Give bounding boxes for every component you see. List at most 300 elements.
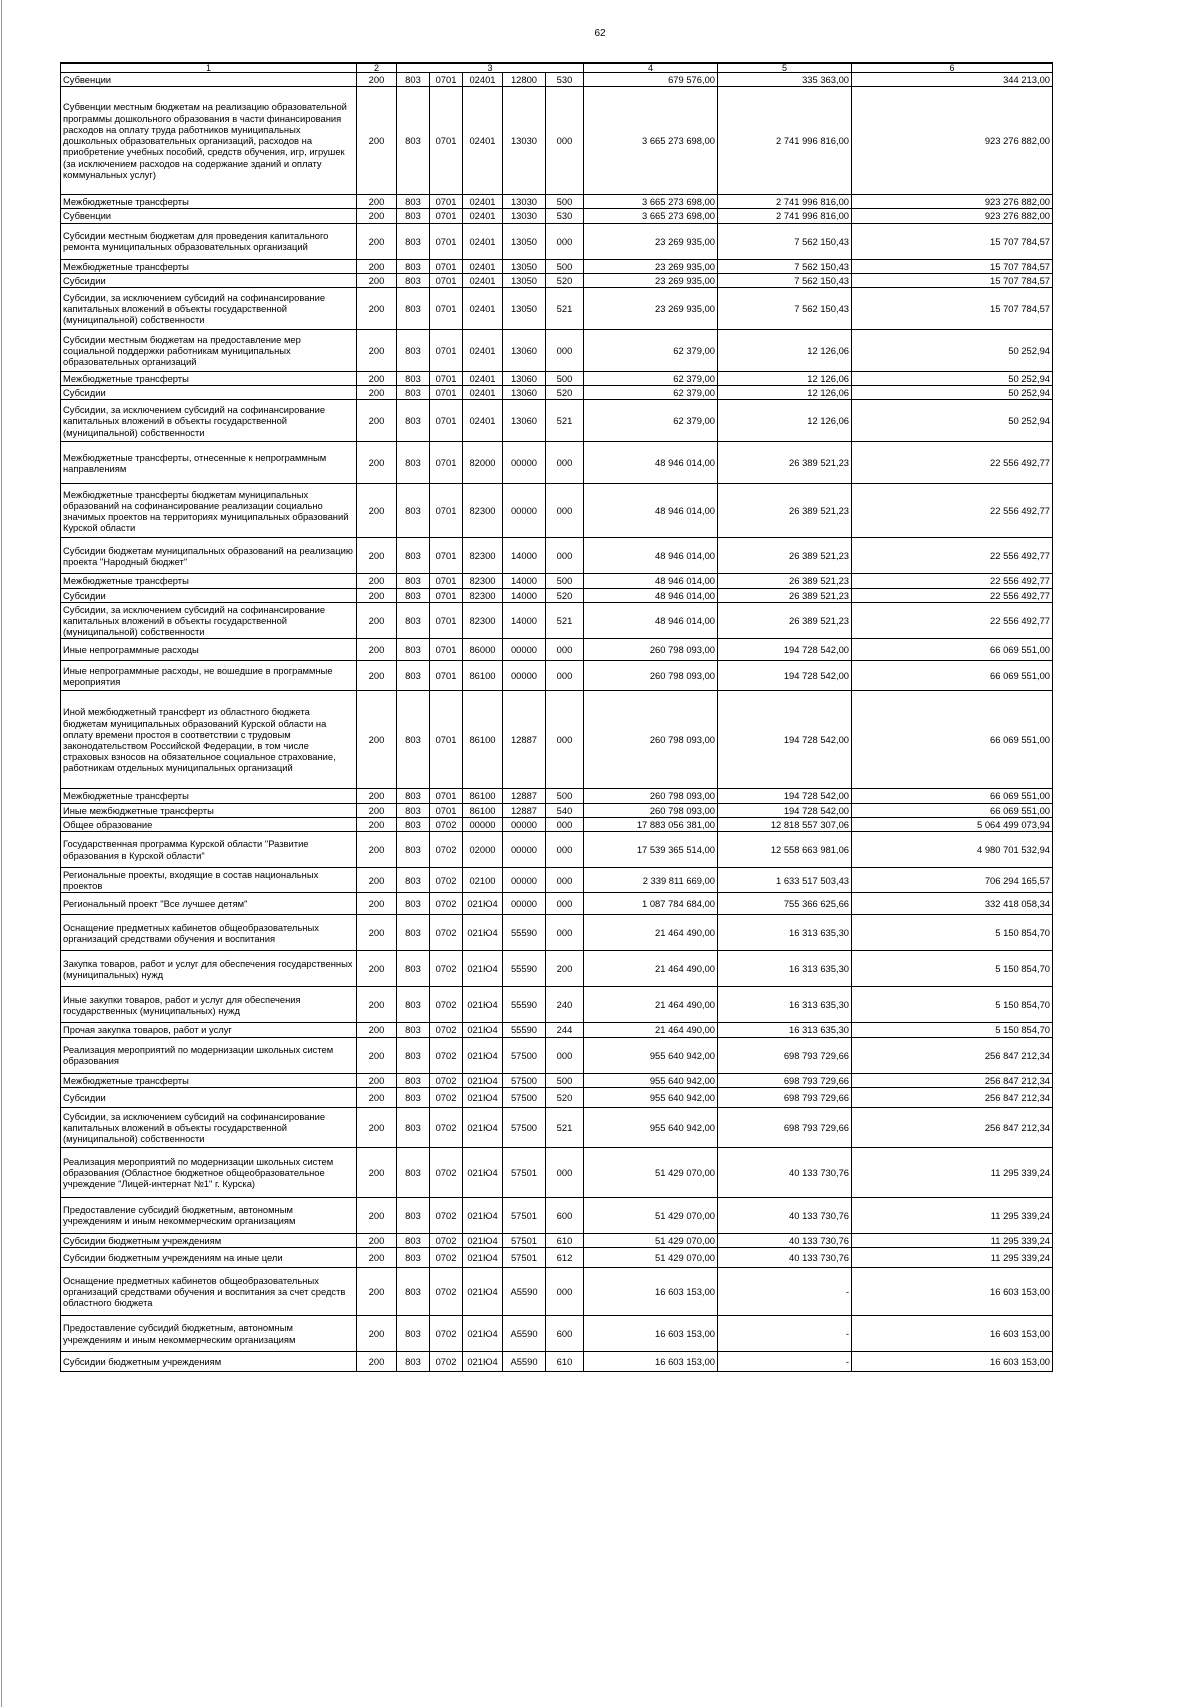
code-admin: 200 (357, 639, 397, 661)
amount-col6: 15 707 784,57 (852, 288, 1053, 330)
code-direction: 00000 (503, 893, 546, 915)
amount-col5: 12 558 663 981,06 (718, 832, 852, 868)
row-name: Иные непрограммные расходы, не вошедшие в программные мероприятия (61, 661, 357, 691)
code-direction: 00000 (503, 442, 546, 484)
table-row (61, 1087, 1053, 1107)
amount-col6: 15 707 784,57 (852, 273, 1053, 287)
code-program: 82300 (463, 588, 503, 602)
code-admin: 200 (357, 574, 397, 588)
row-name: Субсидии местным бюджетам на предоставление мер социальной поддержки работникам муниципальных образовательных организаций (61, 330, 357, 372)
amount-col5: 26 389 521,23 (718, 484, 852, 538)
table-row (61, 538, 1053, 574)
amount-col4: 260 798 093,00 (584, 789, 718, 803)
code-admin: 200 (357, 893, 397, 915)
code-admin: 200 (357, 386, 397, 400)
row-name: Межбюджетные трансферты, отнесенные к непрограммным направлениям (61, 442, 357, 484)
code-program: 82300 (463, 538, 503, 574)
code-program: 02000 (463, 832, 503, 868)
amount-col5: 194 728 542,00 (718, 803, 852, 817)
amount-col4: 955 640 942,00 (584, 1073, 718, 1087)
amount-col6: 923 276 882,00 (852, 195, 1053, 209)
code-admin: 200 (357, 442, 397, 484)
code-direction: А5590 (503, 1316, 546, 1352)
code-admin: 200 (357, 259, 397, 273)
code-subsection: 0702 (430, 868, 463, 893)
code-expense-type: 610 (546, 1352, 584, 1372)
table-row (61, 223, 1053, 259)
code-subsection: 0701 (430, 273, 463, 287)
code-expense-type: 200 (546, 951, 584, 987)
amount-col6: 16 603 153,00 (852, 1316, 1053, 1352)
amount-col5: 12 126,06 (718, 372, 852, 386)
code-admin: 200 (357, 832, 397, 868)
amount-col4: 48 946 014,00 (584, 484, 718, 538)
amount-col5: 40 133 730,76 (718, 1248, 852, 1268)
amount-col4: 51 429 070,00 (584, 1147, 718, 1197)
code-program: 021Ю4 (463, 1248, 503, 1268)
amount-col5: 698 793 729,66 (718, 1107, 852, 1147)
code-expense-type: 521 (546, 602, 584, 639)
code-subsection: 0701 (430, 288, 463, 330)
code-program: 021Ю4 (463, 1037, 503, 1073)
amount-col5: 12 126,06 (718, 386, 852, 400)
amount-col4: 48 946 014,00 (584, 538, 718, 574)
code-subsection: 0702 (430, 1316, 463, 1352)
row-name: Региональные проекты, входящие в состав национальных проектов (61, 868, 357, 893)
code-subsection: 0702 (430, 951, 463, 987)
code-program: 82300 (463, 574, 503, 588)
code-direction: 55590 (503, 1023, 546, 1037)
code-subsection: 0702 (430, 1197, 463, 1233)
code-program: 02401 (463, 372, 503, 386)
amount-col4: 16 603 153,00 (584, 1352, 718, 1372)
row-name: Иные непрограммные расходы (61, 639, 357, 661)
code-expense-type: 000 (546, 538, 584, 574)
code-program: 021Ю4 (463, 1087, 503, 1107)
code-direction: 12800 (503, 73, 546, 87)
code-expense-type: 521 (546, 400, 584, 442)
code-admin: 200 (357, 195, 397, 209)
code-section: 803 (397, 1107, 430, 1147)
row-name: Межбюджетные трансферты (61, 574, 357, 588)
code-admin: 200 (357, 915, 397, 951)
table-row (61, 400, 1053, 442)
code-expense-type: 000 (546, 223, 584, 259)
code-program: 021Ю4 (463, 987, 503, 1023)
amount-col6: 50 252,94 (852, 400, 1053, 442)
amount-col5: 7 562 150,43 (718, 273, 852, 287)
code-subsection: 0702 (430, 915, 463, 951)
table-row (61, 832, 1053, 868)
code-admin: 200 (357, 538, 397, 574)
code-section: 803 (397, 1268, 430, 1316)
amount-col5: 755 366 625,66 (718, 893, 852, 915)
table-row (61, 273, 1053, 287)
code-direction: 55590 (503, 951, 546, 987)
amount-col4: 955 640 942,00 (584, 1107, 718, 1147)
code-expense-type: 000 (546, 915, 584, 951)
code-section: 803 (397, 209, 430, 223)
table-row (61, 195, 1053, 209)
code-program: 86100 (463, 661, 503, 691)
code-admin: 200 (357, 987, 397, 1023)
row-name: Предоставление субсидий бюджетным, автономным учреждениям и иным некоммерческим организациям (61, 1316, 357, 1352)
code-subsection: 0701 (430, 538, 463, 574)
code-program: 02401 (463, 330, 503, 372)
amount-col4: 3 665 273 698,00 (584, 195, 718, 209)
code-subsection: 0702 (430, 1087, 463, 1107)
amount-col4: 62 379,00 (584, 372, 718, 386)
amount-col5: 16 313 635,30 (718, 915, 852, 951)
row-name: Субсидии (61, 588, 357, 602)
amount-col4: 21 464 490,00 (584, 915, 718, 951)
code-subsection: 0702 (430, 1268, 463, 1316)
row-name: Субсидии бюджетам муниципальных образований на реализацию проекта "Народный бюджет" (61, 538, 357, 574)
table-row (61, 1197, 1053, 1233)
amount-col6: 22 556 492,77 (852, 588, 1053, 602)
code-section: 803 (397, 868, 430, 893)
code-direction: 13060 (503, 330, 546, 372)
row-name: Субвенции местным бюджетам на реализацию образовательной программы дошкольного образования в части финансирования расходов на оплату труда работников муниципальных дошкольных образовательных организаций, расходов на приобретение учебных пособий, средств обучения, игр, игрушек (за исключением расходов на содержание зданий и оплату коммунальных услуг) (61, 87, 357, 195)
code-expense-type: 000 (546, 817, 584, 831)
code-direction: 14000 (503, 538, 546, 574)
code-section: 803 (397, 1073, 430, 1087)
row-name: Государственная программа Курской области "Развитие образования в Курской области" (61, 832, 357, 868)
code-section: 803 (397, 951, 430, 987)
amount-col5: 7 562 150,43 (718, 223, 852, 259)
code-admin: 200 (357, 803, 397, 817)
amount-col5: - (718, 1352, 852, 1372)
code-direction: 13030 (503, 209, 546, 223)
amount-col4: 21 464 490,00 (584, 987, 718, 1023)
amount-col5: 40 133 730,76 (718, 1197, 852, 1233)
table-row (61, 588, 1053, 602)
row-name: Иной межбюджетный трансферт из областного бюджета бюджетам муниципальных образований Курской области на оплату времени простоя в соответствии с трудовым законодательством Российской Федерации, в том числе страховых взносов на обязательное социальное страхование, работникам отдельных муниципальных организаций (61, 691, 357, 789)
amount-col6: 66 069 551,00 (852, 691, 1053, 789)
code-expense-type: 000 (546, 484, 584, 538)
row-name: Межбюджетные трансферты (61, 372, 357, 386)
amount-col6: 22 556 492,77 (852, 442, 1053, 484)
code-expense-type: 500 (546, 372, 584, 386)
code-admin: 200 (357, 661, 397, 691)
row-name: Иные межбюджетные трансферты (61, 803, 357, 817)
row-name: Субсидии местным бюджетам для проведения капитального ремонта муниципальных образовательных организаций (61, 223, 357, 259)
code-direction: 00000 (503, 639, 546, 661)
amount-col4: 62 379,00 (584, 400, 718, 442)
table-row (61, 259, 1053, 273)
amount-col4: 21 464 490,00 (584, 1023, 718, 1037)
row-name: Субсидии бюджетным учреждениям на иные цели (61, 1248, 357, 1268)
amount-col4: 1 087 784 684,00 (584, 893, 718, 915)
amount-col5: 698 793 729,66 (718, 1073, 852, 1087)
amount-col4: 17 883 056 381,00 (584, 817, 718, 831)
code-subsection: 0701 (430, 574, 463, 588)
code-section: 803 (397, 832, 430, 868)
code-direction: 13050 (503, 273, 546, 287)
code-program: 02100 (463, 868, 503, 893)
column-header-1: 1 (61, 63, 357, 73)
code-direction: 00000 (503, 832, 546, 868)
code-subsection: 0701 (430, 691, 463, 789)
row-name: Субсидии (61, 1087, 357, 1107)
table-row (61, 1147, 1053, 1197)
code-subsection: 0701 (430, 602, 463, 639)
amount-col6: 344 213,00 (852, 73, 1053, 87)
amount-col4: 260 798 093,00 (584, 661, 718, 691)
code-subsection: 0701 (430, 195, 463, 209)
row-name: Межбюджетные трансферты (61, 1073, 357, 1087)
code-section: 803 (397, 195, 430, 209)
code-subsection: 0701 (430, 442, 463, 484)
row-name: Межбюджетные трансферты (61, 259, 357, 273)
code-subsection: 0702 (430, 1352, 463, 1372)
amount-col5: 698 793 729,66 (718, 1087, 852, 1107)
code-section: 803 (397, 1037, 430, 1073)
amount-col5: 335 363,00 (718, 73, 852, 87)
code-admin: 200 (357, 868, 397, 893)
amount-col6: 66 069 551,00 (852, 661, 1053, 691)
code-subsection: 0701 (430, 372, 463, 386)
amount-col4: 23 269 935,00 (584, 273, 718, 287)
code-section: 803 (397, 691, 430, 789)
amount-col6: 66 069 551,00 (852, 639, 1053, 661)
amount-col4: 260 798 093,00 (584, 803, 718, 817)
code-expense-type: 521 (546, 1107, 584, 1147)
code-subsection: 0701 (430, 330, 463, 372)
code-direction: 13050 (503, 223, 546, 259)
code-subsection: 0701 (430, 661, 463, 691)
code-program: 021Ю4 (463, 1352, 503, 1372)
table-row (61, 661, 1053, 691)
amount-col4: 48 946 014,00 (584, 442, 718, 484)
table-row (61, 868, 1053, 893)
amount-col4: 23 269 935,00 (584, 259, 718, 273)
table-row (61, 1268, 1053, 1316)
amount-col6: 923 276 882,00 (852, 87, 1053, 195)
row-name: Общее образование (61, 817, 357, 831)
code-section: 803 (397, 1352, 430, 1372)
table-row (61, 87, 1053, 195)
row-name: Субсидии, за исключением субсидий на софинансирование капитальных вложений в объекты государственной (муниципальной) собственности (61, 602, 357, 639)
code-subsection: 0702 (430, 832, 463, 868)
amount-col6: 22 556 492,77 (852, 602, 1053, 639)
amount-col4: 955 640 942,00 (584, 1037, 718, 1073)
code-subsection: 0701 (430, 87, 463, 195)
code-subsection: 0701 (430, 73, 463, 87)
amount-col6: 706 294 165,57 (852, 868, 1053, 893)
code-section: 803 (397, 1147, 430, 1197)
amount-col4: 3 665 273 698,00 (584, 209, 718, 223)
code-admin: 200 (357, 951, 397, 987)
row-name: Оснащение предметных кабинетов общеобразовательных организаций средствами обучения и воспитания (61, 915, 357, 951)
column-header-4: 4 (584, 63, 718, 73)
code-program: 021Ю4 (463, 1073, 503, 1087)
code-program: 021Ю4 (463, 1316, 503, 1352)
table-row (61, 1248, 1053, 1268)
code-expense-type: 000 (546, 868, 584, 893)
row-name: Межбюджетные трансферты бюджетам муниципальных образований на софинансирование реализации социально значимых проектов на территориях муниципальных образований Курской области (61, 484, 357, 538)
code-admin: 200 (357, 1023, 397, 1037)
code-direction: 57500 (503, 1073, 546, 1087)
code-expense-type: 500 (546, 259, 584, 273)
code-direction: 13030 (503, 87, 546, 195)
amount-col6: 66 069 551,00 (852, 803, 1053, 817)
row-name: Межбюджетные трансферты (61, 789, 357, 803)
row-name: Субсидии, за исключением субсидий на софинансирование капитальных вложений в объекты государственной (муниципальной) собственности (61, 1107, 357, 1147)
amount-col6: 15 707 784,57 (852, 259, 1053, 273)
table-row (61, 691, 1053, 789)
code-admin: 200 (357, 1248, 397, 1268)
budget-table (60, 62, 1053, 1372)
code-program: 02401 (463, 195, 503, 209)
code-section: 803 (397, 273, 430, 287)
code-expense-type: 000 (546, 1037, 584, 1073)
code-admin: 200 (357, 602, 397, 639)
amount-col6: 50 252,94 (852, 372, 1053, 386)
code-expense-type: 520 (546, 588, 584, 602)
amount-col6: 66 069 551,00 (852, 789, 1053, 803)
code-admin: 200 (357, 330, 397, 372)
row-name: Предоставление субсидий бюджетным, автономным учреждениям и иным некоммерческим организациям (61, 1197, 357, 1233)
amount-col5: 194 728 542,00 (718, 639, 852, 661)
amount-col4: 17 539 365 514,00 (584, 832, 718, 868)
amount-col5: 16 313 635,30 (718, 1023, 852, 1037)
code-program: 86100 (463, 691, 503, 789)
amount-col5: 40 133 730,76 (718, 1147, 852, 1197)
column-header-3: 3 (397, 63, 584, 73)
code-section: 803 (397, 588, 430, 602)
table-row (61, 1233, 1053, 1247)
code-direction: 57500 (503, 1107, 546, 1147)
table-row (61, 1107, 1053, 1147)
amount-col4: 260 798 093,00 (584, 639, 718, 661)
code-admin: 200 (357, 288, 397, 330)
code-expense-type: 000 (546, 1268, 584, 1316)
code-program: 02401 (463, 259, 503, 273)
column-header-5: 5 (718, 63, 852, 73)
code-section: 803 (397, 87, 430, 195)
table-row (61, 288, 1053, 330)
code-subsection: 0701 (430, 386, 463, 400)
table-row (61, 1073, 1053, 1087)
code-section: 803 (397, 386, 430, 400)
code-section: 803 (397, 1233, 430, 1247)
code-admin: 200 (357, 209, 397, 223)
amount-col6: 16 603 153,00 (852, 1268, 1053, 1316)
code-expense-type: 500 (546, 574, 584, 588)
amount-col6: 5 150 854,70 (852, 915, 1053, 951)
amount-col4: 62 379,00 (584, 386, 718, 400)
code-section: 803 (397, 223, 430, 259)
row-name: Субсидии, за исключением субсидий на софинансирование капитальных вложений в объекты государственной (муниципальной) собственности (61, 288, 357, 330)
row-name: Оснащение предметных кабинетов общеобразовательных организаций средствами обучения и воспитания за счет средств областного бюджета (61, 1268, 357, 1316)
table-row (61, 1316, 1053, 1352)
table-row (61, 330, 1053, 372)
code-program: 02401 (463, 273, 503, 287)
code-direction: 57500 (503, 1037, 546, 1073)
code-admin: 200 (357, 1087, 397, 1107)
amount-col6: 256 847 212,34 (852, 1107, 1053, 1147)
code-program: 02401 (463, 400, 503, 442)
amount-col6: 50 252,94 (852, 386, 1053, 400)
code-subsection: 0702 (430, 817, 463, 831)
row-name: Субсидии (61, 273, 357, 287)
code-direction: 13050 (503, 259, 546, 273)
code-expense-type: 600 (546, 1197, 584, 1233)
code-admin: 200 (357, 588, 397, 602)
amount-col6: 256 847 212,34 (852, 1037, 1053, 1073)
code-admin: 200 (357, 273, 397, 287)
code-direction: 00000 (503, 817, 546, 831)
code-direction: 13060 (503, 372, 546, 386)
amount-col6: 5 064 499 073,94 (852, 817, 1053, 831)
code-direction: 14000 (503, 602, 546, 639)
row-name: Прочая закупка товаров, работ и услуг (61, 1023, 357, 1037)
code-program: 02401 (463, 386, 503, 400)
code-direction: 57501 (503, 1147, 546, 1197)
amount-col5: - (718, 1268, 852, 1316)
row-name: Реализация мероприятий по модернизации школьных систем образования (Областное бюджетное общеобразовательное учреждение "Лицей-интернат №1" г. Курска) (61, 1147, 357, 1197)
table-row (61, 602, 1053, 639)
code-expense-type: 000 (546, 691, 584, 789)
code-section: 803 (397, 817, 430, 831)
code-admin: 200 (357, 484, 397, 538)
table-row (61, 1352, 1053, 1372)
code-section: 803 (397, 915, 430, 951)
amount-col5: 26 389 521,23 (718, 538, 852, 574)
row-name: Субсидии (61, 386, 357, 400)
table-row (61, 951, 1053, 987)
amount-col5: - (718, 1316, 852, 1352)
code-expense-type: 600 (546, 1316, 584, 1352)
code-section: 803 (397, 1087, 430, 1107)
code-subsection: 0702 (430, 1248, 463, 1268)
code-admin: 200 (357, 1073, 397, 1087)
code-expense-type: 000 (546, 832, 584, 868)
code-expense-type: 000 (546, 639, 584, 661)
amount-col5: 7 562 150,43 (718, 259, 852, 273)
code-expense-type: 530 (546, 209, 584, 223)
code-direction: 55590 (503, 987, 546, 1023)
row-name: Региональный проект "Все лучшее детям" (61, 893, 357, 915)
code-admin: 200 (357, 1107, 397, 1147)
code-program: 00000 (463, 817, 503, 831)
code-section: 803 (397, 538, 430, 574)
amount-col6: 923 276 882,00 (852, 209, 1053, 223)
code-expense-type: 500 (546, 789, 584, 803)
amount-col6: 256 847 212,34 (852, 1087, 1053, 1107)
row-name: Субвенции (61, 209, 357, 223)
code-direction: 57500 (503, 1087, 546, 1107)
row-name: Субсидии бюджетным учреждениям (61, 1352, 357, 1372)
table-row (61, 789, 1053, 803)
amount-col5: 16 313 635,30 (718, 951, 852, 987)
code-program: 021Ю4 (463, 1107, 503, 1147)
amount-col4: 23 269 935,00 (584, 288, 718, 330)
column-header-2: 2 (357, 63, 397, 73)
code-expense-type: 500 (546, 1073, 584, 1087)
code-section: 803 (397, 639, 430, 661)
code-section: 803 (397, 1248, 430, 1268)
amount-col6: 11 295 339,24 (852, 1197, 1053, 1233)
code-expense-type: 500 (546, 195, 584, 209)
code-subsection: 0701 (430, 400, 463, 442)
table-row (61, 209, 1053, 223)
code-admin: 200 (357, 1268, 397, 1316)
code-program: 021Ю4 (463, 915, 503, 951)
code-program: 021Ю4 (463, 893, 503, 915)
code-direction: 13050 (503, 288, 546, 330)
